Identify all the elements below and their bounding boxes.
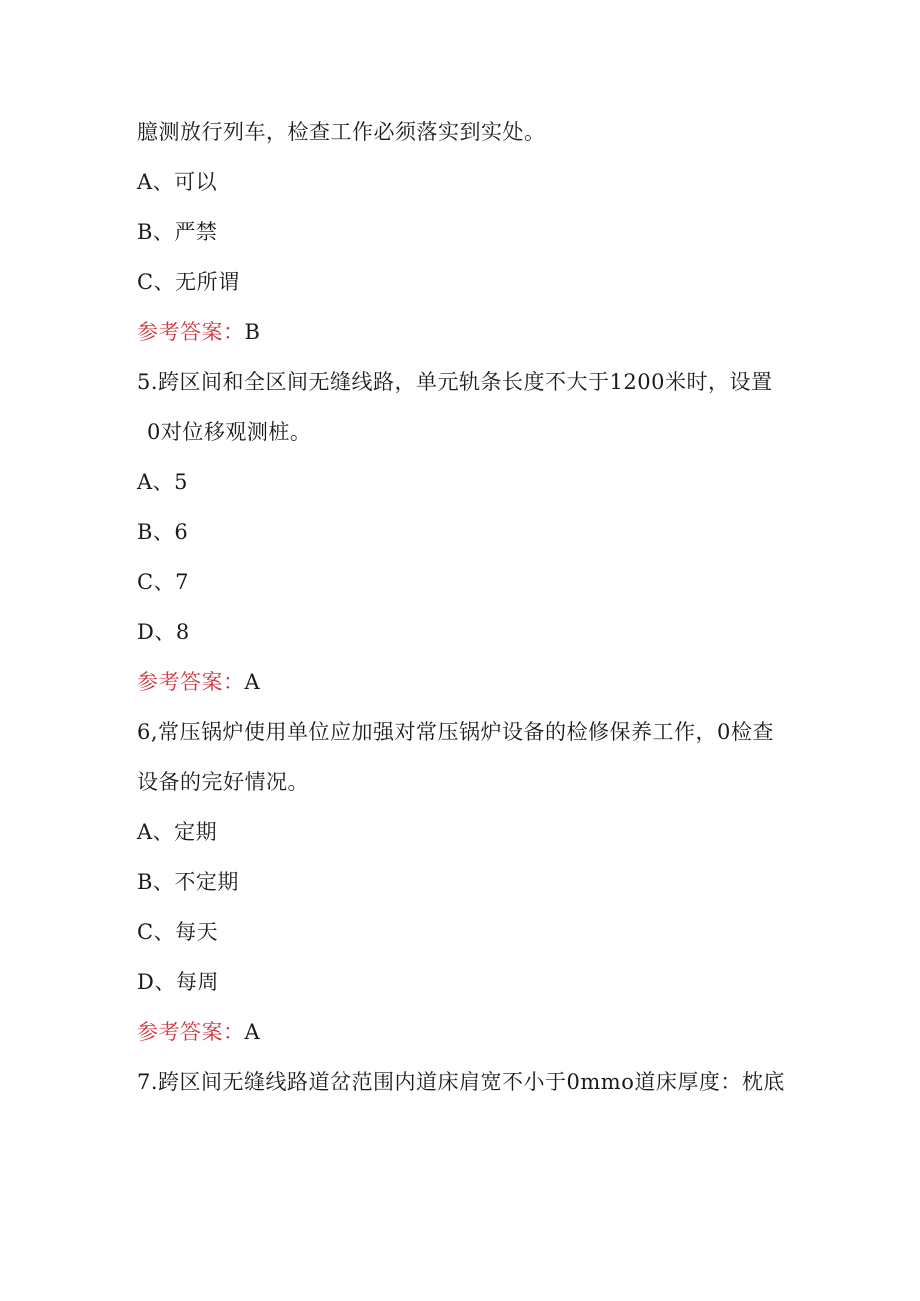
question-4-text-tail: 臆测放行列车，检查工作必须落实到实处。 (137, 120, 546, 144)
question-4-answer (137, 317, 797, 347)
question-4-option-b: B、严禁 (137, 220, 218, 244)
answer-label: 参考答案： (137, 670, 245, 694)
question-5-answer (137, 667, 797, 697)
answer-label: 参考答案： (137, 320, 245, 344)
answer-label: 参考答案： (137, 1020, 245, 1044)
question-6-option-d: D、每周 (137, 970, 219, 994)
question-5-option-d: D、8 (137, 620, 190, 644)
question-6-answer (137, 1017, 797, 1047)
answer-value: A (244, 1020, 261, 1044)
question-5-text-line-1: 5.跨区间和全区间无缝线路，单元轨条长度不大于1200米时，设置 (137, 370, 773, 394)
question-6-text-line-1: 6,常压锅炉使用单位应加强对常压锅炉设备的检修保养工作，0检查 (137, 720, 774, 744)
question-7-text-line-1: 7.跨区间无缝线路道岔范围内道床肩宽不小于0mmo道床厚度：枕底 (137, 1070, 785, 1094)
question-6-option-b: B、不定期 (137, 870, 239, 894)
question-6-option-c: C、每天 (137, 920, 219, 944)
question-4-option-a: A、可以 (137, 170, 218, 194)
question-5-text-line-2: 0对位移观测桩。 (147, 420, 312, 444)
question-5-option-b: B、6 (137, 520, 189, 544)
answer-value: A (244, 670, 261, 694)
answer-value: B (244, 320, 261, 344)
question-4-option-c: C、无所谓 (137, 270, 240, 294)
question-6-option-a: A、定期 (137, 820, 218, 844)
question-5-option-c: C、7 (137, 570, 189, 594)
question-6-text-line-2: 设备的完好情况。 (137, 770, 309, 794)
question-5-option-a: A、5 (137, 470, 189, 494)
